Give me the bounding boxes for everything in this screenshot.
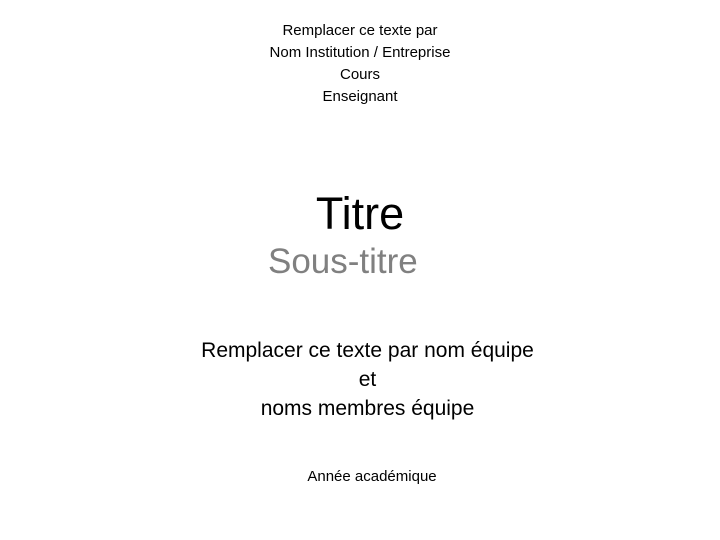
header-line-2: Nom Institution / Entreprise [269,44,451,61]
header-line-3: Cours [339,66,380,83]
team-block [160,336,575,423]
slide-subtitle: Sous-titre [268,242,418,281]
header-line-1: Remplacer ce texte par [282,22,438,39]
header-line-4: Enseignant [322,88,398,105]
academic-year: Année académique [307,468,437,485]
slide-title: Titre [315,188,405,239]
team-line-3: noms membres équipe [260,397,475,420]
institution-header [220,20,500,108]
team-line-2: et [358,368,377,391]
team-line-1: Remplacer ce texte par nom équipe [201,339,534,362]
